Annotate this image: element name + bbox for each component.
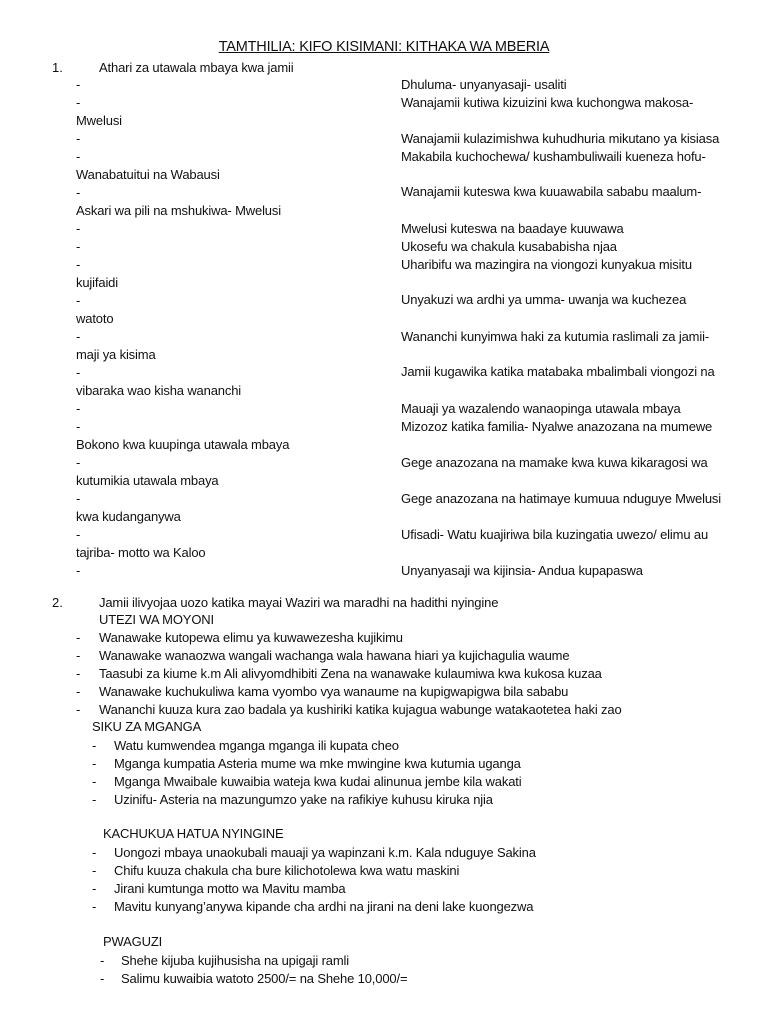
story-item: Wanawake wanaozwa wangali wachanga wala hawana hiari ya kujichagulia waume [99, 648, 570, 663]
right-column-line: Wanajamii kulazimishwa kuhudhuria mikutano ya kisiasa [401, 131, 720, 146]
story-item: Uongozi mbaya unaokubali mauaji ya wapinzani k.m. Kala nduguye Sakina [114, 845, 536, 860]
story-item: Watu kumwendea mganga mganga ili kupata cheo [114, 738, 399, 753]
left-column-line: tajriba- motto wa Kaloo [76, 545, 206, 560]
left-column-line: kwa kudanganywa [76, 509, 181, 524]
bullet-dash: - [76, 527, 81, 542]
right-column-line: Jamii kugawika katika matabaka mbalimbali viongozi na [401, 364, 715, 379]
section-2-number: 2. [52, 595, 63, 610]
bullet-dash: - [100, 971, 105, 986]
story-title: KACHUKUA HATUA NYINGINE [103, 826, 284, 841]
right-column-line: Gege anazozana na mamake kwa kuwa kikaragosi wa [401, 455, 708, 470]
bullet-dash: - [76, 77, 81, 92]
bullet-dash: - [76, 95, 81, 110]
left-column-line: Bokono kwa kuupinga utawala mbaya [76, 437, 290, 452]
bullet-dash: - [76, 491, 81, 506]
bullet-dash: - [76, 293, 81, 308]
story-title: PWAGUZI [103, 934, 163, 949]
left-column-line: maji ya kisima [76, 347, 156, 362]
bullet-dash: - [76, 401, 81, 416]
bullet-dash: - [92, 738, 97, 753]
left-column-line: kujifaidi [76, 275, 119, 290]
story-item: Wananchi kuuza kura zao badala ya kushiriki katika kujagua wabunge watakaotetea haki zao [99, 702, 622, 717]
bullet-dash: - [92, 756, 97, 771]
bullet-dash: - [76, 666, 81, 681]
bullet-dash: - [76, 455, 81, 470]
bullet-dash: - [76, 239, 81, 254]
right-column-line: Ukosefu wa chakula kusababisha njaa [401, 239, 617, 254]
left-column-line: watoto [76, 311, 114, 326]
bullet-dash: - [92, 881, 97, 896]
bullet-dash: - [92, 774, 97, 789]
story-item: Mganga Mwaibale kuwaibia wateja kwa kudai alinunua jembe kila wakati [114, 774, 522, 789]
bullet-dash: - [100, 953, 105, 968]
left-column-line: Mwelusi [76, 113, 122, 128]
bullet-dash: - [76, 563, 81, 578]
right-column-line: Mizozoz katika familia- Nyalwe anazozana na mumewe [401, 419, 713, 434]
bullet-dash: - [76, 702, 81, 717]
story-item: Mavitu kunyang’anywa kipande cha ardhi na jirani na deni lake kuongezwa [114, 899, 534, 914]
story-item: Mganga kumpatia Asteria mume wa mke mwingine kwa kutumia uganga [114, 756, 521, 771]
bullet-dash: - [76, 648, 81, 663]
bullet-dash: - [76, 131, 81, 146]
bullet-dash: - [92, 899, 97, 914]
story-item: Uzinifu- Asteria na mazungumzo yake na rafikiye kuhusu kiruka njia [114, 792, 493, 807]
left-column-line: vibaraka wao kisha wananchi [76, 383, 242, 398]
bullet-dash: - [76, 329, 81, 344]
story-item: Chifu kuuza chakula cha bure kilichotolewa kwa watu maskini [114, 863, 460, 878]
story-item: Taasubi za kiume k.m Ali alivyomdhibiti Zena na wanawake kulaumiwa kwa kukosa kuzaa [99, 666, 602, 681]
section-2-heading: Jamii ilivyojaa uozo katika mayai Waziri wa maradhi na hadithi nyingine [99, 595, 499, 610]
right-column-line: Gege anazozana na hatimaye kumuua nduguye Mwelusi [401, 491, 722, 506]
bullet-dash: - [92, 792, 97, 807]
story-item: Jirani kumtunga motto wa Mavitu mamba [114, 881, 346, 896]
bullet-dash: - [92, 845, 97, 860]
right-column-line: Wanajamii kuteswa kwa kuuawabila sababu maalum- [401, 184, 702, 199]
bullet-dash: - [76, 149, 81, 164]
right-column-line: Unyanyasaji wa kijinsia- Andua kupapaswa [401, 563, 643, 578]
right-column-line: Makabila kuchochewa/ kushambuliwaili kueneza hofu- [401, 149, 706, 164]
story-title: SIKU ZA MGANGA [92, 719, 202, 734]
right-column-line: Ufisadi- Watu kuajiriwa bila kuzingatia uwezo/ elimu au [401, 527, 709, 542]
bullet-dash: - [76, 419, 81, 434]
right-column-line: Mauaji ya wazalendo wanaopinga utawala mbaya [401, 401, 681, 416]
story-item: Wanawake kuchukuliwa kama vyombo vya wanaume na kupigwapigwa bila sababu [99, 684, 569, 699]
bullet-dash: - [76, 630, 81, 645]
right-column-line: Mwelusi kuteswa na baadaye kuuwawa [401, 221, 624, 236]
bullet-dash: - [76, 365, 81, 380]
section-1-heading: Athari za utawala mbaya kwa jamii [99, 60, 294, 75]
right-column-line: Uharibifu wa mazingira na viongozi kunyakua misitu [401, 257, 692, 272]
bullet-dash: - [76, 185, 81, 200]
story-item: Wanawake kutopewa elimu ya kuwawezesha kujikimu [99, 630, 403, 645]
right-column-line: Wananchi kunyimwa haki za kutumia raslimali za jamii- [401, 329, 710, 344]
bullet-dash: - [92, 863, 97, 878]
story-title: UTEZI WA MOYONI [99, 612, 214, 627]
left-column-line: Askari wa pili na mshukiwa- Mwelusi [76, 203, 281, 218]
story-item: Shehe kijuba kujihusisha na upigaji ramli [121, 953, 349, 968]
section-1-number: 1. [52, 60, 63, 75]
bullet-dash: - [76, 257, 81, 272]
story-item: Salimu kuwaibia watoto 2500/= na Shehe 10,000/= [121, 971, 408, 986]
right-column-line: Wanajamii kutiwa kizuizini kwa kuchongwa makosa- [401, 95, 694, 110]
right-column-line: Dhuluma- unyanyasaji- usaliti [401, 77, 567, 92]
document-title: TAMTHILIA: KIFO KISIMANI: KITHAKA WA MBERIA [218, 39, 550, 55]
left-column-line: kutumikia utawala mbaya [76, 473, 219, 488]
bullet-dash: - [76, 221, 81, 236]
right-column-line: Unyakuzi wa ardhi ya umma- uwanja wa kuchezea [401, 292, 687, 307]
left-column-line: Wanabatuitui na Wabausi [76, 167, 220, 182]
bullet-dash: - [76, 684, 81, 699]
